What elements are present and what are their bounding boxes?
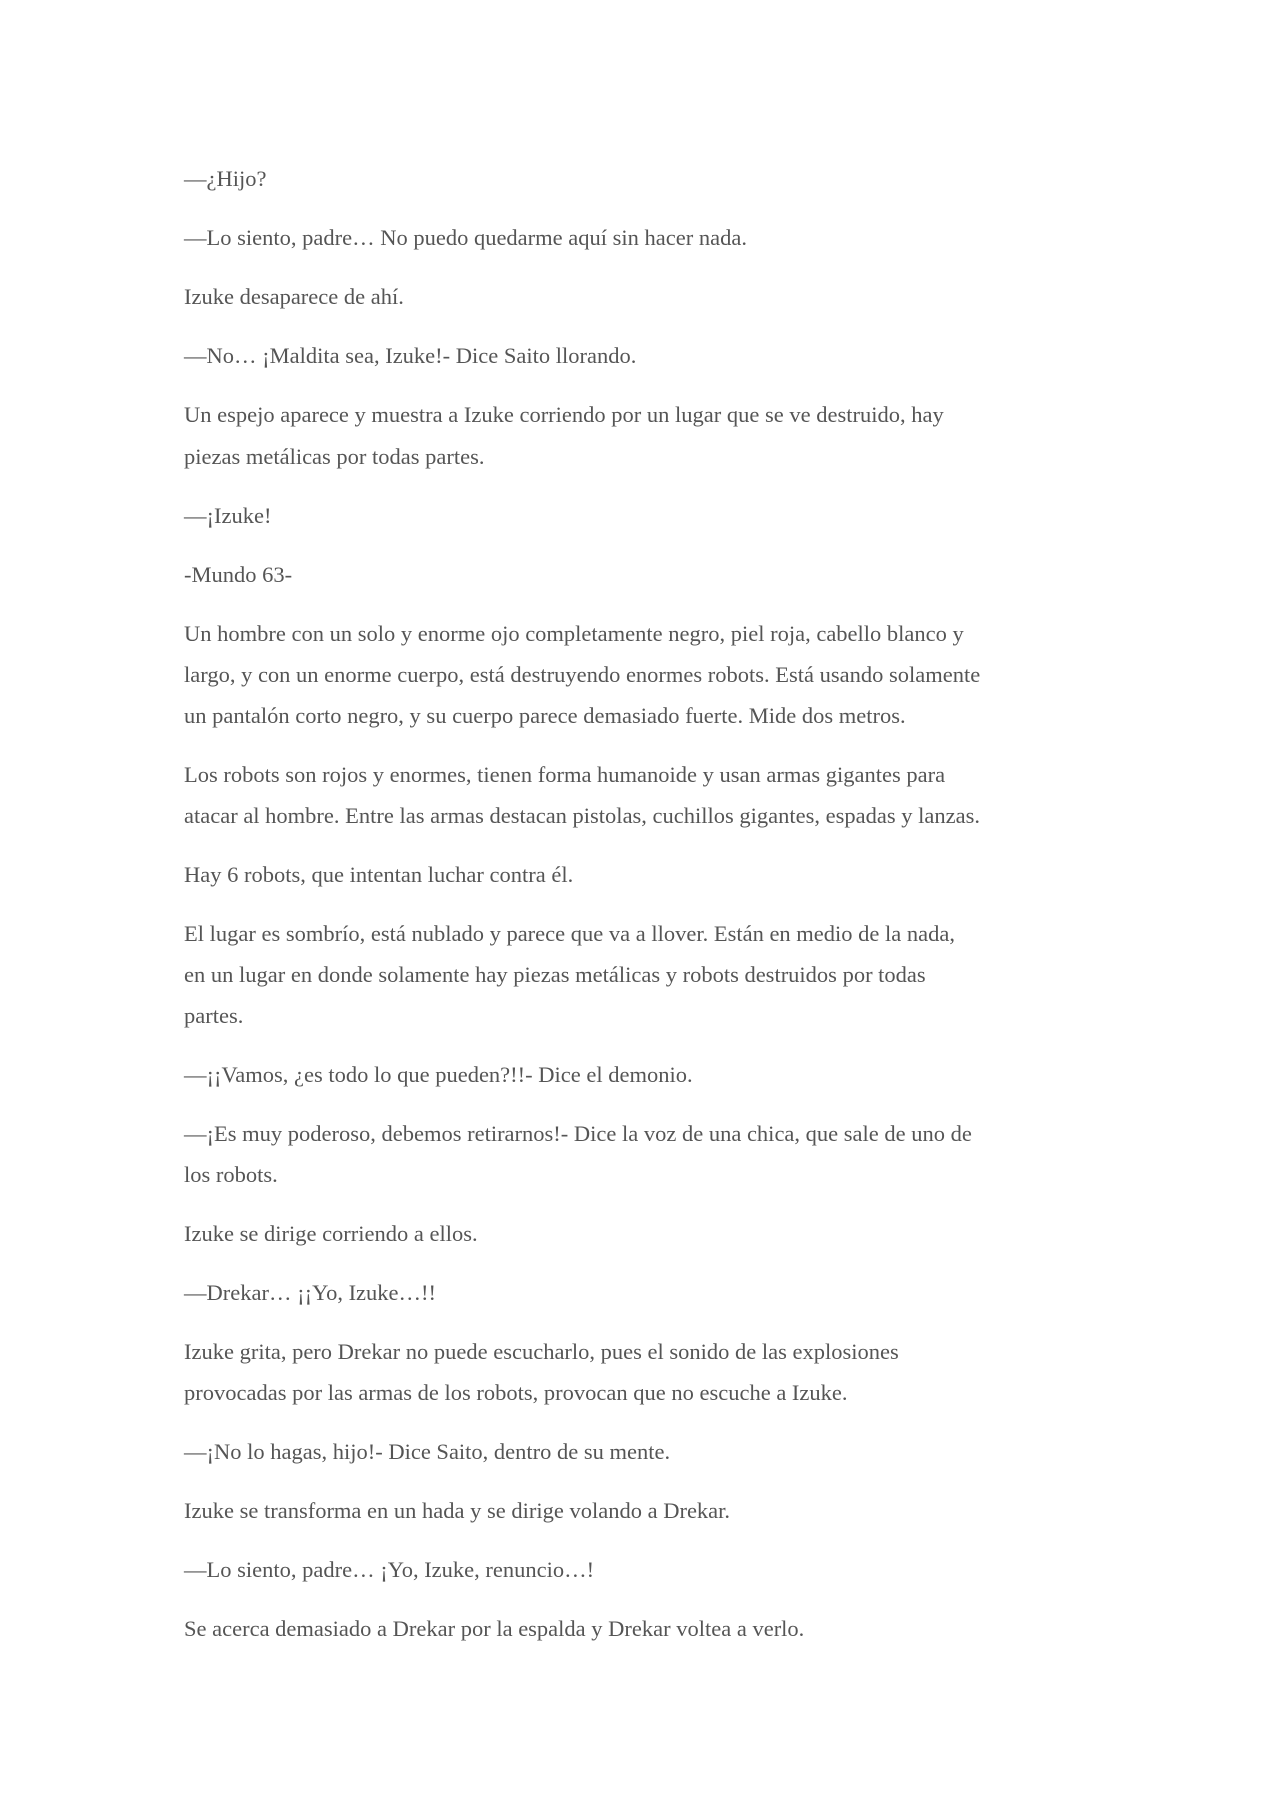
text-line: Hay 6 robots, que intentan luchar contra él. <box>184 862 574 887</box>
text-line: Un espejo aparece y muestra a Izuke corriendo por un lugar que se ve destruido, hay <box>184 402 944 427</box>
text-line: provocadas por las armas de los robots, provocan que no escuche a Izuke. <box>184 1380 848 1405</box>
text-line: Los robots son rojos y enormes, tienen forma humanoide y usan armas gigantes para <box>184 762 946 787</box>
text-line: Izuke grita, pero Drekar no puede escucharlo, pues el sonido de las explosiones <box>184 1339 899 1364</box>
text-line: Izuke desaparece de ahí. <box>184 284 404 309</box>
text-line: un pantalón corto negro, y su cuerpo parece demasiado fuerte. Mide dos metros. <box>184 703 906 728</box>
text-line: partes. <box>184 1003 244 1028</box>
text-line: largo, y con un enorme cuerpo, está destruyendo enormes robots. Está usando solamente <box>184 662 981 687</box>
text-line: —Drekar… ¡¡Yo, Izuke…!! <box>184 1280 437 1305</box>
text-line: —¡Izuke! <box>184 503 272 528</box>
text-line: —¡Es muy poderoso, debemos retirarnos!- Dice la voz de una chica, que sale de uno de <box>184 1121 972 1146</box>
text-line: atacar al hombre. Entre las armas destacan pistolas, cuchillos gigantes, espadas y lanzas. <box>184 803 980 828</box>
text-line: los robots. <box>184 1162 278 1187</box>
text-line: —Lo siento, padre… No puedo quedarme aquí sin hacer nada. <box>184 225 747 250</box>
text-line: —Lo siento, padre… ¡Yo, Izuke, renuncio…! <box>184 1557 595 1582</box>
text-line: —¿Hijo? <box>184 166 267 191</box>
text-line: —¡¡Vamos, ¿es todo lo que pueden?!!- Dice el demonio. <box>184 1062 693 1087</box>
text-line: piezas metálicas por todas partes. <box>184 444 485 469</box>
text-line: —¡No lo hagas, hijo!- Dice Saito, dentro de su mente. <box>184 1439 671 1464</box>
text-line: —No… ¡Maldita sea, Izuke!- Dice Saito llorando. <box>184 343 637 368</box>
text-line: Un hombre con un solo y enorme ojo completamente negro, piel roja, cabello blanco y <box>184 621 964 646</box>
text-line: Izuke se transforma en un hada y se dirige volando a Drekar. <box>184 1498 731 1523</box>
text-line: en un lugar en donde solamente hay piezas metálicas y robots destruidos por todas <box>184 962 926 987</box>
text-line: Izuke se dirige corriendo a ellos. <box>184 1221 478 1246</box>
text-line: -Mundo 63- <box>184 562 293 587</box>
text-line: Se acerca demasiado a Drekar por la espalda y Drekar voltea a verlo. <box>184 1616 805 1641</box>
text-line: El lugar es sombrío, está nublado y parece que va a llover. Están en medio de la nada, <box>184 921 955 946</box>
